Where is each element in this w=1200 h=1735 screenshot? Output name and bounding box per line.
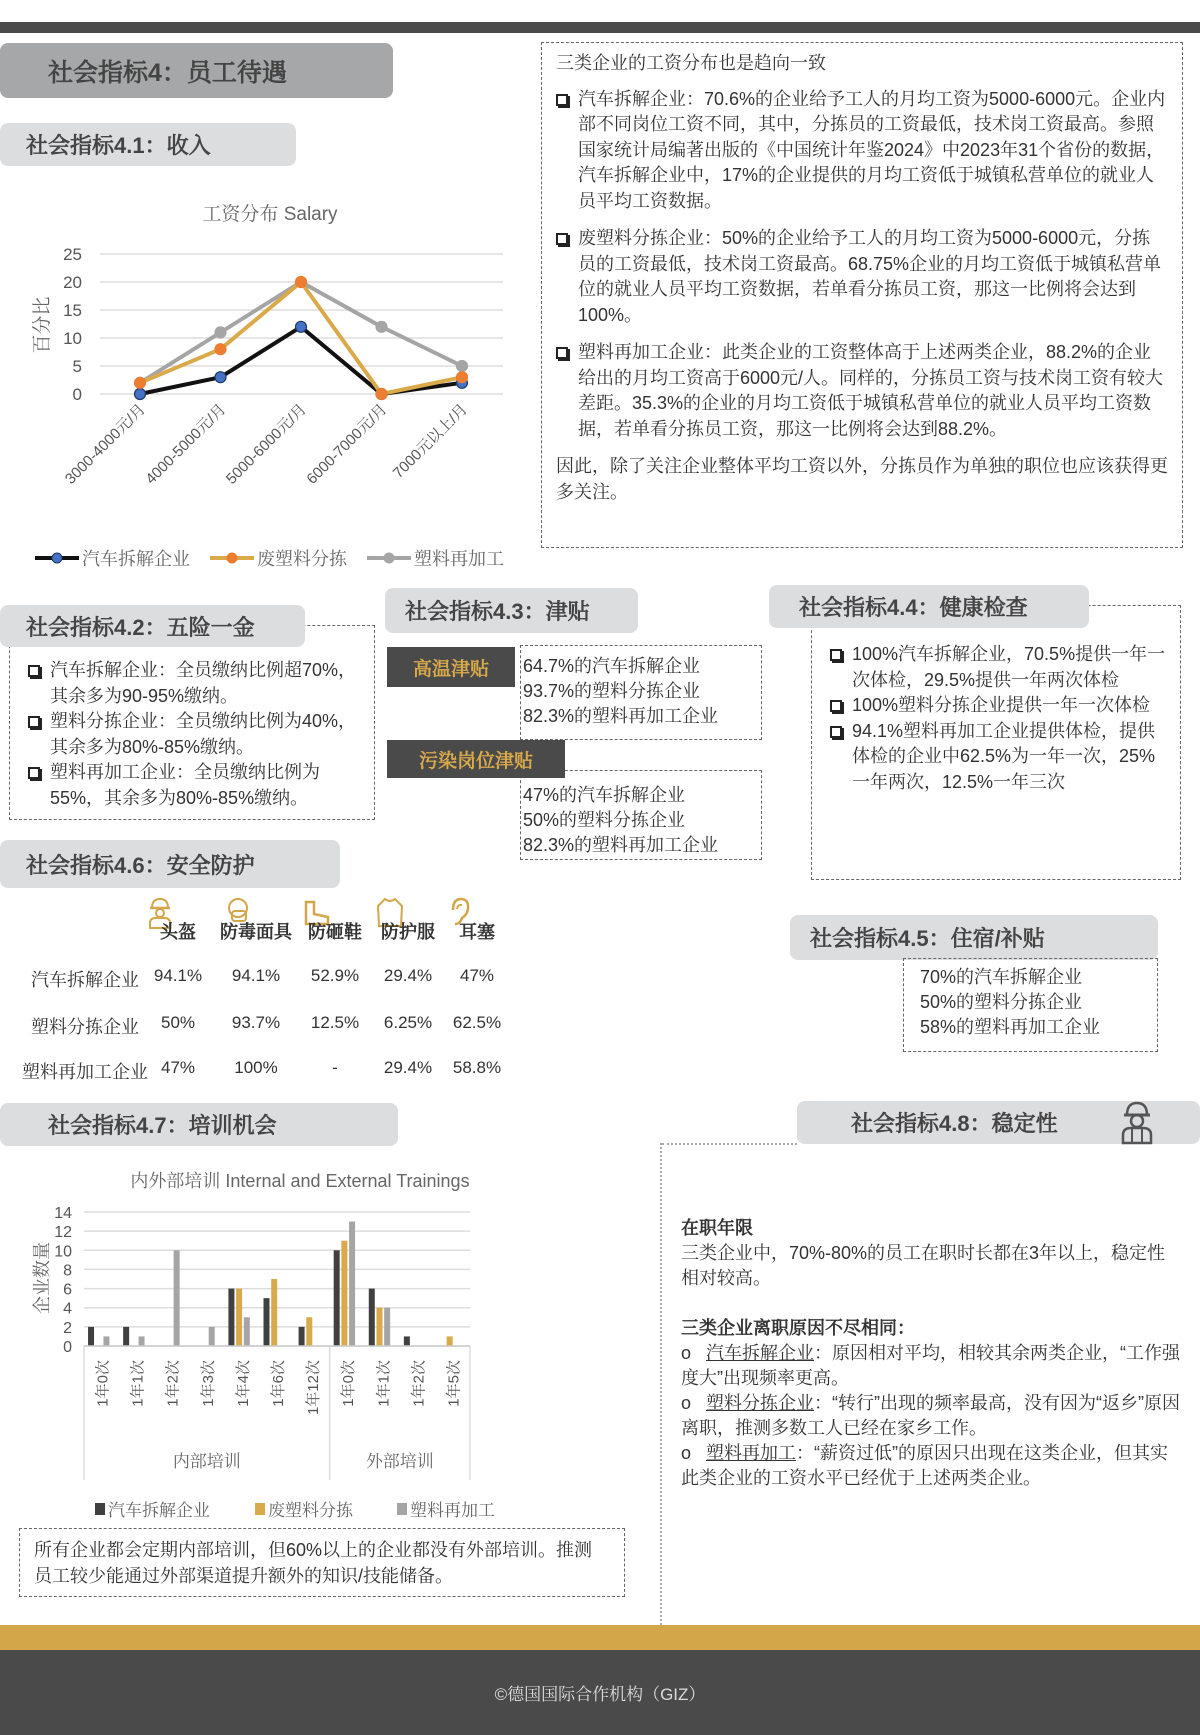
y-tick-label: 8	[63, 1262, 72, 1280]
bar	[447, 1336, 453, 1346]
top-bar	[0, 22, 1200, 33]
section-title-training: 社会指标4.7：培训机会	[0, 1103, 398, 1146]
health-item	[830, 719, 1166, 796]
y-tick-label: 4	[63, 1300, 72, 1318]
section-title-safety: 社会指标4.6：安全防护	[0, 840, 340, 888]
y-axis-label: 百分比	[32, 296, 53, 354]
safety-cell: 47%	[459, 966, 495, 985]
worker-icon	[1117, 1097, 1157, 1145]
x-tick-label: 7000元以上/月	[389, 400, 471, 482]
y-tick-label: 12	[54, 1224, 72, 1242]
group-label: 外部培训	[365, 1452, 434, 1471]
salary-item	[556, 87, 1168, 215]
y-tick-label: 5	[72, 357, 82, 376]
reason-company: 塑料分拣企业	[706, 1393, 815, 1413]
y-tick-label: 10	[54, 1243, 72, 1261]
stability-title-text: 社会指标4.8：稳定性	[851, 1111, 1058, 1136]
x-tick-label: 1年1次	[129, 1360, 147, 1407]
allowance-line: 50%的塑料分拣企业	[523, 810, 686, 830]
divider	[660, 1143, 662, 1625]
health-item-text: 100%汽车拆解企业，70.5%提供一年一次体检，29.5%提供一年两次体检	[852, 644, 1166, 690]
x-tick-label: 1年2次	[164, 1360, 182, 1407]
section-title-income: 社会指标4.1：收入	[0, 123, 296, 166]
bar	[139, 1336, 145, 1346]
y-tick-label: 14	[54, 1205, 72, 1222]
x-tick-label: 3000-4000元/月	[61, 400, 149, 488]
salary-item	[556, 226, 1168, 328]
salary-heading: 三类企业的工资分布也是趋向一致	[556, 53, 826, 73]
allowance-line: 47%的汽车拆解企业	[523, 785, 686, 805]
health-item	[830, 642, 1166, 693]
legend-label: 塑料再加工	[414, 549, 504, 569]
allowance-line: 82.3%的塑料再加工企业	[523, 706, 719, 726]
data-point	[376, 321, 387, 332]
reason-company: 塑料再加工	[706, 1443, 797, 1463]
health-item-text: 94.1%塑料再加工企业提供体检，提供体检的企业中62.5%为一年一次，25%一年两次，12.5%一年三次	[852, 720, 1156, 792]
data-point	[135, 377, 146, 388]
safety-cell: 52.9%	[310, 966, 360, 985]
insurance-item	[28, 658, 362, 709]
bar	[103, 1336, 109, 1346]
legend-label: 汽车拆解企业	[82, 549, 190, 569]
tenure-text: 三类企业中，70%-80%的员工在职时长都在3年以上，稳定性相对较高。	[681, 1243, 1166, 1288]
bar	[264, 1298, 270, 1346]
legend-label: 废塑料分拣	[268, 1501, 353, 1520]
y-tick-label: 0	[63, 1339, 72, 1356]
bar	[271, 1279, 277, 1346]
safety-row-label: 塑料分拣企业	[31, 1017, 139, 1037]
bullet: o	[681, 1393, 692, 1413]
legend-marker	[52, 553, 62, 563]
x-tick-label: 1年0次	[340, 1360, 358, 1407]
salary-item-text: 汽车拆解企业：70.6%的企业给予工人的月均工资为5000-6000元。企业内部不同岗位工资不同，其中，分拣员的工资最低，技术岗工资最高。参照国家统计局编著出版的《中国统计年鉴2024》中2023年31个省份的数据，汽车拆解企业中，17%的企业提供的月均工资低于城镇私营单位的就业人员平均工资数据。	[578, 88, 1166, 211]
safety-column-header: 头盔	[160, 922, 196, 942]
housing-box	[903, 958, 1158, 1052]
insurance-item-text: 汽车拆解企业：全员缴纳比例超70%，其余多为90-95%缴纳。	[50, 660, 357, 706]
legend-label: 塑料再加工	[410, 1501, 495, 1520]
data-point	[376, 389, 387, 400]
safety-cell: 93.7%	[231, 1013, 281, 1032]
x-tick-label: 4000-5000元/月	[142, 400, 230, 488]
salary-analysis-box	[541, 42, 1183, 548]
pollution-allowance-tag: 污染岗位津贴	[387, 740, 565, 778]
tenure-heading: 在职年限	[681, 1218, 753, 1238]
x-tick-label: 1年3次	[199, 1360, 217, 1407]
checkbox-bullet-icon	[28, 665, 40, 677]
checkbox-bullet-icon	[28, 716, 40, 728]
bar	[174, 1250, 180, 1346]
data-point	[457, 372, 468, 383]
insurance-item	[28, 709, 362, 760]
y-tick-label: 25	[63, 245, 82, 264]
bar	[209, 1327, 215, 1346]
section-title-housing: 社会指标4.5：住宿/补贴	[790, 915, 1158, 960]
safety-equipment-table	[0, 890, 700, 1090]
data-point	[215, 344, 226, 355]
training-bar-chart	[0, 1160, 580, 1530]
training-note-box: 所有企业都会定期内部培训，但60%以上的企业都没有外部培训。推测员工较少能通过外部渠道提升额外的知识/技能储备。	[19, 1528, 625, 1597]
pollution-allowance-box	[520, 770, 762, 860]
safety-cell: 50%	[160, 1013, 196, 1032]
x-tick-label: 1年4次	[234, 1360, 252, 1407]
bar	[376, 1308, 382, 1346]
data-point	[215, 372, 226, 383]
bar	[349, 1222, 355, 1346]
safety-column-header: 耳塞	[459, 922, 495, 942]
bar	[384, 1308, 390, 1346]
section-title-stability	[797, 1101, 1200, 1144]
safety-cell: 6.25%	[383, 1013, 433, 1032]
bullet: o	[681, 1343, 692, 1363]
allowance-line: 64.7%的汽车拆解企业	[523, 656, 701, 676]
safety-cell: 29.4%	[383, 966, 433, 985]
data-point	[457, 361, 468, 372]
safety-column-header: 防护服	[381, 922, 435, 942]
reason-text: ：“转行”出现的频率最高，没有因为“返乡”原因离职，推测多数工人已经在家乡工作。	[681, 1393, 1181, 1438]
y-tick-label: 15	[63, 301, 82, 320]
safety-cell: 29.4%	[383, 1058, 433, 1077]
bar	[306, 1317, 312, 1346]
safety-row-label: 塑料再加工企业	[22, 1062, 148, 1082]
insurance-box	[9, 625, 375, 820]
bar	[88, 1327, 94, 1346]
safety-cell: 12.5%	[310, 1013, 360, 1032]
reasons-heading: 三类企业离职原因不尽相同：	[681, 1318, 915, 1338]
y-axis-label: 企业数量	[32, 1242, 52, 1314]
legend-marker	[384, 553, 394, 563]
y-tick-label: 0	[72, 385, 82, 404]
data-point	[296, 321, 307, 332]
series-line-0	[140, 327, 462, 394]
insurance-item-text: 塑料分拣企业：全员缴纳比例为40%，其余多为80%-85%缴纳。	[50, 711, 357, 757]
salary-line-chart	[0, 180, 540, 580]
bar	[236, 1289, 242, 1346]
checkbox-bullet-icon	[556, 233, 568, 245]
legend-swatch	[95, 1503, 105, 1515]
safety-cell: 94.1%	[153, 966, 203, 985]
x-tick-label: 5000-6000元/月	[222, 400, 310, 488]
legend-label: 废塑料分拣	[257, 549, 347, 569]
bar	[123, 1327, 129, 1346]
legend-swatch	[255, 1503, 265, 1515]
bar	[404, 1336, 410, 1346]
section-title-employee-treatment: 社会指标4：员工待遇	[0, 43, 393, 98]
reason-item	[681, 1441, 1181, 1491]
safety-column-header: 防毒面具	[220, 922, 292, 942]
x-tick-label: 1年2次	[410, 1360, 428, 1407]
insurance-item	[28, 760, 362, 811]
high-temp-allowance-tag: 高温津贴	[387, 647, 515, 687]
checkbox-bullet-icon	[830, 726, 842, 738]
stability-content	[681, 1216, 1181, 1491]
checkbox-bullet-icon	[556, 347, 568, 359]
reason-text: ：原因相对平均，相较其余两类企业，“工作强度大”出现频率更高。	[681, 1343, 1181, 1388]
bar	[341, 1241, 347, 1346]
y-tick-label: 20	[63, 273, 82, 292]
bar	[299, 1327, 305, 1346]
health-item	[830, 693, 1166, 719]
x-tick-label: 1年1次	[375, 1360, 393, 1407]
bullet: o	[681, 1443, 692, 1463]
salary-item-text: 废塑料分拣企业：50%的企业给予工人的月均工资为5000-6000元，分拣员的工资最低，技术岗工资最高。68.75%企业的月均工资低于城镇私营单位的就业人员平均工资数据，若单看分拣员工资，那这一比例将会达到100%。	[578, 228, 1162, 325]
safety-cell: 62.5%	[452, 1013, 502, 1032]
footer-accent-bar	[0, 1625, 1200, 1650]
bar	[369, 1289, 375, 1346]
reason-text: ：“薪资过低”的原因只出现在这类企业，但其实此类企业的工资水平已经优于上述两类企业。	[681, 1443, 1169, 1488]
chart-title: 工资分布 Salary	[202, 204, 338, 225]
checkbox-bullet-icon	[556, 94, 568, 106]
section-title-health-check: 社会指标4.4：健康检查	[769, 585, 1089, 628]
checkbox-bullet-icon	[830, 649, 842, 661]
salary-item-text: 塑料再加工企业：此类企业的工资整体高于上述两类企业，88.2%的企业给出的月均工资高于6000元/人。同样的，分拣员工资与技术岗工资有较大差距。35.3%的企业的月均工资低于城镇私营单位的就业人员平均工资数据，若单看分拣员工资，那这一比例将会达到88.2%。	[578, 342, 1164, 439]
housing-line: 58%的塑料再加工企业	[920, 1017, 1101, 1037]
safety-column-header: 防砸鞋	[308, 922, 362, 942]
y-tick-label: 2	[63, 1319, 72, 1337]
bar	[228, 1289, 234, 1346]
y-tick-label: 6	[63, 1281, 72, 1299]
housing-line: 70%的汽车拆解企业	[920, 967, 1083, 987]
legend-label: 汽车拆解企业	[108, 1501, 210, 1520]
copyright-text: ©德国国际合作机构（GIZ）	[494, 1685, 706, 1704]
safety-row-label: 汽车拆解企业	[31, 970, 139, 990]
data-point	[296, 277, 307, 288]
safety-cell: -	[332, 1058, 338, 1077]
safety-cell: 47%	[160, 1058, 196, 1077]
data-point	[135, 389, 146, 400]
x-tick-label: 1年5次	[445, 1360, 463, 1407]
x-tick-label: 1年6次	[270, 1360, 287, 1407]
insurance-item-text: 塑料再加工企业：全员缴纳比例为55%，其余多为80%-85%缴纳。	[50, 762, 320, 808]
salary-item	[556, 340, 1168, 442]
legend-marker	[227, 553, 237, 563]
footer	[0, 1650, 1200, 1735]
bar	[334, 1250, 340, 1346]
y-tick-label: 10	[63, 329, 82, 348]
safety-cell: 58.8%	[452, 1058, 502, 1077]
divider	[662, 1143, 797, 1145]
legend-swatch	[397, 1503, 407, 1515]
chart-title: 内外部培训 Internal and External Trainings	[130, 1171, 470, 1191]
checkbox-bullet-icon	[830, 700, 842, 712]
checkbox-bullet-icon	[28, 767, 40, 779]
x-tick-label: 6000-7000元/月	[303, 400, 391, 488]
group-label: 内部培训	[172, 1452, 241, 1471]
allowance-line: 82.3%的塑料再加工企业	[523, 835, 719, 855]
salary-conclusion: 因此，除了关注企业整体平均工资以外，分拣员作为单独的职位也应该获得更多关注。	[556, 456, 1168, 502]
reason-item	[681, 1391, 1181, 1441]
x-tick-label: 1年12次	[305, 1360, 323, 1416]
safety-cell: 94.1%	[231, 966, 281, 985]
high-temp-allowance-box	[520, 645, 762, 740]
bar	[244, 1317, 250, 1346]
data-point	[215, 327, 226, 338]
section-title-allowance: 社会指标4.3：津贴	[385, 588, 638, 633]
x-tick-label: 1年0次	[94, 1360, 112, 1407]
safety-cell: 100%	[234, 1058, 278, 1077]
reason-company: 汽车拆解企业	[706, 1343, 815, 1363]
health-item-text: 100%塑料分拣企业提供一年一次体检	[852, 695, 1151, 715]
section-title-insurance: 社会指标4.2：五险一金	[0, 605, 305, 647]
housing-line: 50%的塑料分拣企业	[920, 992, 1083, 1012]
health-check-box	[811, 605, 1181, 880]
reason-item	[681, 1341, 1181, 1391]
allowance-line: 93.7%的塑料分拣企业	[523, 681, 701, 701]
